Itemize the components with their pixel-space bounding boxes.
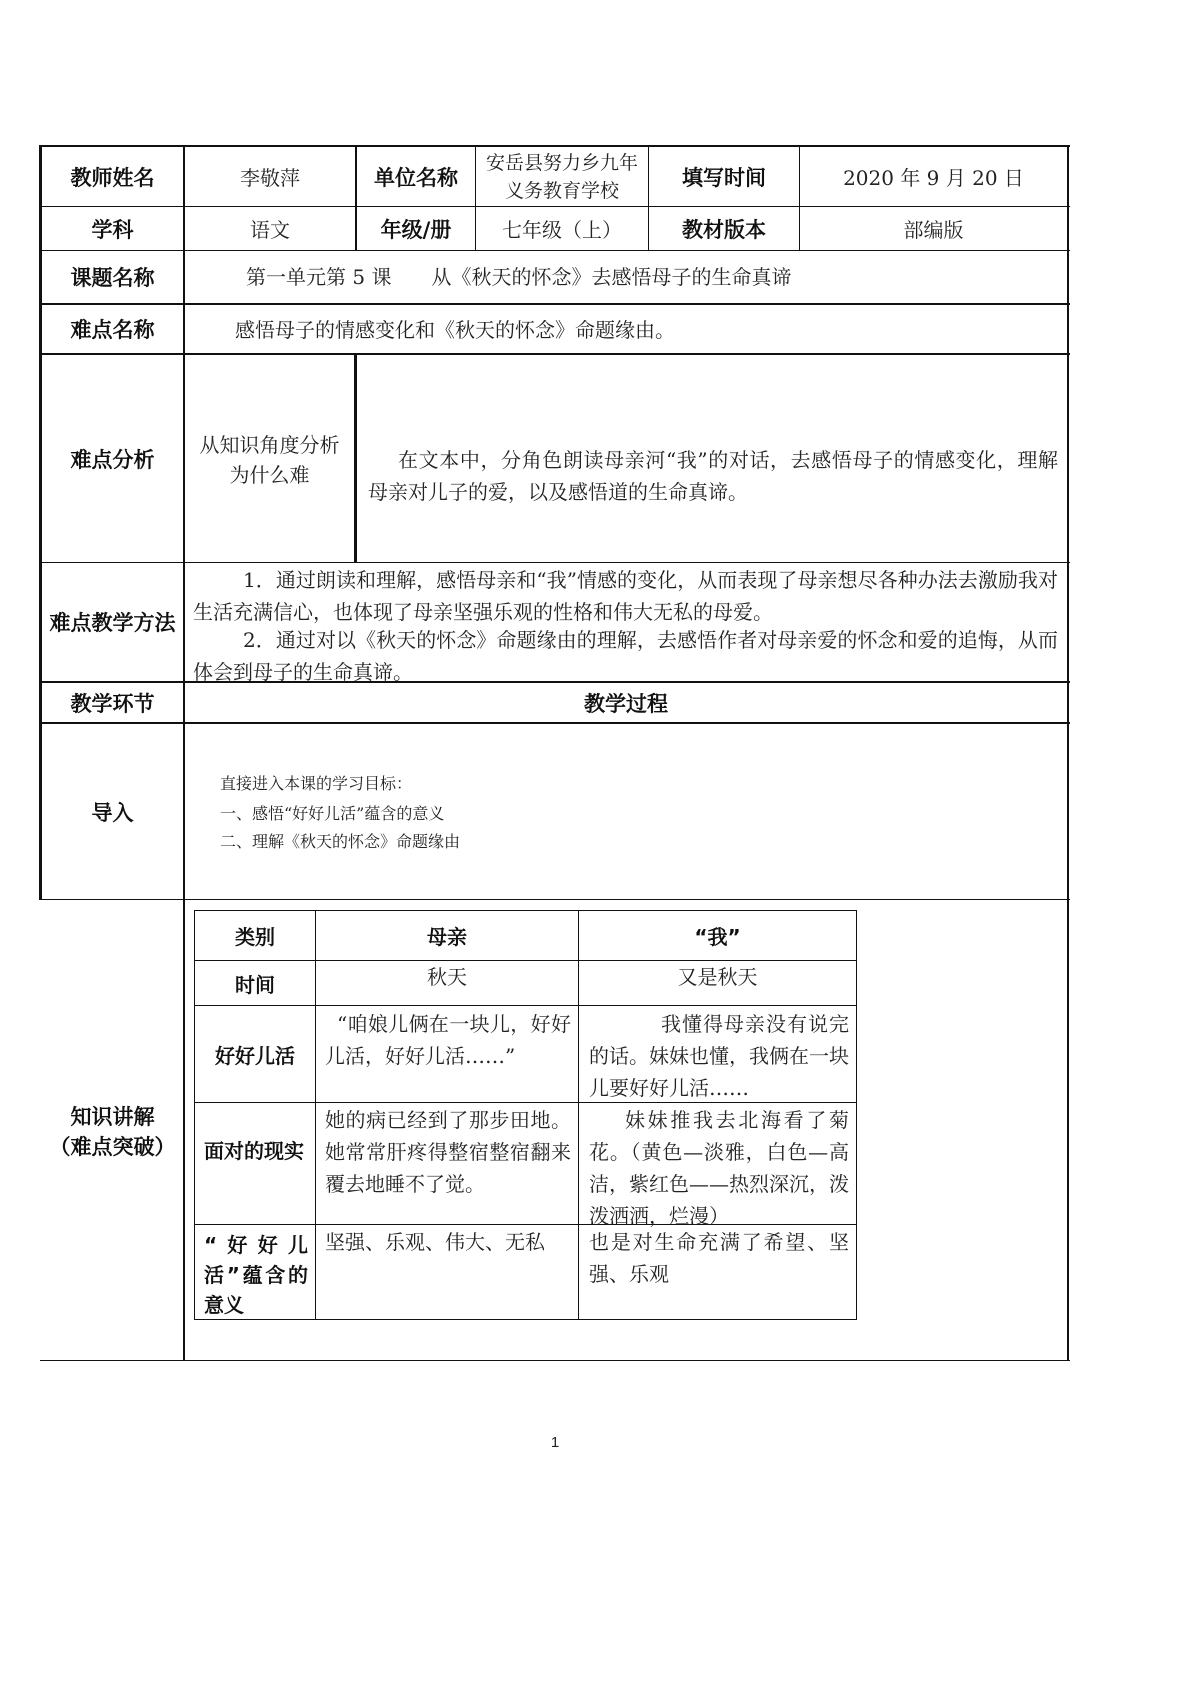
- edition-value: 部编版: [903, 218, 964, 242]
- grade-label: 年级/册: [380, 217, 452, 242]
- cell-mother-live-well: “咱娘儿俩在一块儿，好好儿活，好好儿活……”: [325, 1012, 571, 1068]
- intro-label: 导入: [91, 800, 134, 825]
- cell-mother-meaning: 坚强、乐观、伟大、无私: [325, 1230, 545, 1254]
- row-label-live-well: 好好儿活: [215, 1043, 295, 1068]
- analysis-text: 在文本中，分角色朗读母亲河“我”的对话，去感悟母子的情感变化，理解母亲对儿子的爱，以及感悟道的生命真谛。: [368, 448, 1058, 504]
- analysis-sub-label: 从知识角度分析为什么难: [199, 433, 340, 487]
- row-label-reality: 面对的现实: [204, 1139, 304, 1163]
- teacher-name-value: 李敬萍: [240, 166, 300, 190]
- row-label-time: 时间: [235, 972, 275, 997]
- teaching-stage-label: 教学环节: [70, 691, 155, 716]
- knowledge-label-line-2: （难点突破）: [49, 1135, 176, 1159]
- teacher-name-label: 教师姓名: [70, 165, 155, 190]
- topic-value: 第一单元第 5 课 从《秋天的怀念》去感悟母子的生命真谛: [246, 265, 792, 289]
- analysis-label: 难点分析: [70, 447, 155, 472]
- col-header-me: “我”: [694, 925, 741, 949]
- method-item-1: 1．通过朗读和理解，感悟母亲和“我”情感的变化，从而表现了母亲想尽各种办法去激励我对生活充满信心，也体现了母亲坚强乐观的性格和伟大无私的母爱。: [193, 568, 1058, 624]
- col-header-category: 类别: [235, 925, 275, 949]
- unit-name-value: 安岳县努力乡九年义务教育学校: [486, 151, 639, 202]
- intro-line-1: 直接进入本课的学习目标：: [220, 774, 413, 793]
- row-label-meaning: “好好儿活”蕴含的意义: [204, 1233, 308, 1317]
- col-header-mother: 母亲: [427, 925, 467, 949]
- cell-me-reality: 妹妹推我去北海看了菊花。（黄色—淡雅，白色—高洁，紫红色——热烈深沉，泼泼洒洒，烂漫）: [589, 1108, 849, 1228]
- subject-label: 学科: [91, 217, 134, 242]
- subject-value: 语文: [250, 218, 290, 242]
- fill-date-label: 填写时间: [682, 165, 766, 190]
- difficulty-label: 难点名称: [70, 318, 155, 342]
- cell-me-live-well: 我懂得母亲没有说完的话。妹妹也懂，我俩在一块儿要好好儿活……: [589, 1012, 849, 1100]
- grade-value: 七年级（上）: [502, 218, 622, 242]
- knowledge-label-line-1: 知识讲解: [70, 1105, 155, 1129]
- topic-label: 课题名称: [70, 266, 155, 290]
- cell-mother-time: 秋天: [427, 965, 467, 989]
- cell-me-time: 又是秋天: [677, 965, 758, 989]
- page-number: 1: [550, 1434, 560, 1451]
- difficulty-value: 感悟母子的情感变化和《秋天的怀念》命题缘由。: [235, 318, 675, 342]
- cell-mother-reality: 她的病已经到了那步田地。她常常肝疼得整宿整宿翻来覆去地睡不了觉。: [325, 1108, 571, 1196]
- knowledge-label: [42, 1102, 183, 1162]
- intro-line-3: 二、理解《秋天的怀念》命题缘由: [220, 832, 461, 851]
- edition-label: 教材版本: [682, 217, 766, 242]
- intro-line-2: 一、感悟“好好儿活”蕴含的意义: [220, 804, 445, 823]
- cell-me-meaning: 也是对生命充满了希望、坚强、乐观: [589, 1230, 849, 1286]
- method-item-2: 2．通过对以《秋天的怀念》命题缘由的理解，去感悟作者对母亲爱的怀念和爱的追悔，从而体会到母子的生命真谛。: [193, 628, 1058, 684]
- method-label: 难点教学方法: [49, 611, 176, 635]
- teaching-process-label: 教学过程: [584, 691, 668, 716]
- unit-name-label: 单位名称: [374, 165, 458, 190]
- fill-date-value: 2020 年 9 月 20 日: [843, 166, 1024, 190]
